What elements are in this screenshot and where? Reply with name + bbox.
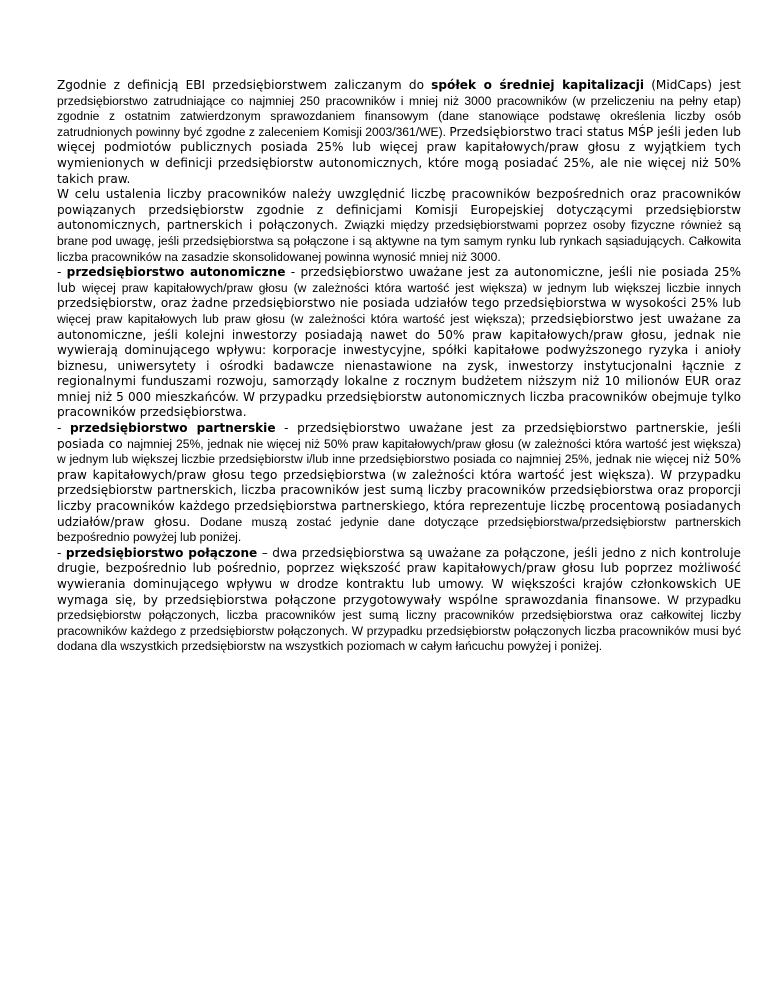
paragraph-employee-count	[57, 187, 741, 265]
text-run: Dodane muszą zostać jedynie dane dotyczące przedsiębiorstwa/przedsiębiorstw partnerskich bezpośrednio powyżej lub poniżej.	[57, 514, 741, 545]
text-run: – dwa przedsiębiorstwa są uważane za połączone, jeśli jedno z nich kontroluje drugie, bezpośrednio lub pośrednio, poprzez większość praw kapitałowych/praw głosu lub poprzez możliwość wywierania dominującego wpływu w drodze kontraktu lub umowy.	[57, 545, 741, 591]
list-dash: -	[57, 265, 67, 280]
bold-term-linked: przedsiębiorstwo połączone	[65, 545, 258, 560]
text-run: - przedsiębiorstwo uważane jest za autonomiczne, jeśli nie posiada 25% lub	[57, 265, 741, 295]
list-dash: -	[57, 421, 70, 436]
text-run: Zgodnie z definicją EBI przedsiębiorstwem zaliczanym do	[57, 78, 432, 92]
bold-term-autonomous: przedsiębiorstwo autonomiczne	[66, 265, 286, 280]
bold-term-midcaps: spółek o średniej kapitalizacji	[431, 78, 645, 92]
paragraph-midcaps-definition	[57, 78, 741, 187]
text-run: przedsiębiorstw, oraz żadne przedsiębiorstwo nie posiada udziałów tego przedsiębiorstwa w wysokości 25% lub	[57, 296, 741, 311]
document-body	[57, 78, 741, 655]
paragraph-linked	[57, 546, 741, 655]
text-run: więcej praw kapitałowych/praw głosu (w zależności która wartość jest większa) w jednym lub większej liczbie innych	[82, 280, 741, 295]
text-run: W większości krajów członkowskich UE wymaga się, by przedsiębiorstwa połączone przygotowywały wspólne sprawozdania finansowe.	[57, 577, 741, 607]
paragraph-partner	[57, 421, 741, 546]
text-run: (MidCaps) jest	[644, 78, 741, 92]
text-run: - przedsiębiorstwo uważane jest za przedsiębiorstwo partnerskie, jeśli posiada co	[57, 421, 741, 451]
text-run: Związki między przedsiębiorstwami poprzez osoby fizyczne również są brane pod uwagę, jeśli przedsiębiorstwa są połączone i są aktywne na tym samym rynku lub rynkach sąsiadujących. Całkowita liczba pracowników na zasadzie skonsolidowanej powinna wynosić mniej niż 3000.	[57, 218, 741, 264]
paragraph-autonomous	[57, 265, 741, 421]
text-run: przedsiębiorstwo zatrudniające co najmniej 250 pracowników i mniej niż 3000 pracowników (w przeliczeniu na pełny etap) zgodnie z ostatnim zatwierdzonym sprawozdaniem finansowym (dane stanowiące podstawę określenia liczby osób zatrudnionych powinny być zgodne z zaleceniem Komisji 2003/361/WE).	[57, 93, 741, 139]
list-dash: -	[57, 545, 66, 560]
text-run: więcej praw kapitałowych lub praw głosu (w zależności która wartość jest większa);	[57, 311, 531, 326]
text-run: Przedsiębiorstwo traci status MŚP jeśli jeden lub więcej podmiotów publicznych posiada 25% lub więcej praw kapitałowych/praw głosu z wyjątkiem tych wymienionych w definicji przedsiębiorstw autonomicznych, które mogą posiadać 25%, ale nie więcej niż 50% takich praw.	[57, 124, 741, 186]
text-run: W celu ustalenia liczby pracowników należy uwzględnić liczbę pracowników bezpośrednich oraz pracowników powiązanych przedsiębiorstw zgodnie z definicjami Komisji Europejskiej dotyczącymi przedsiębiorstw autonomicznych, partnerskich i połączonych.	[57, 187, 741, 233]
bold-term-partner: przedsiębiorstwo partnerskie	[70, 421, 276, 436]
text-run: W przypadku przedsiębiorstw połączonych, liczba pracowników jest sumą liczny pracowników przedsiębiorstwa oraz całkowitej liczby pracowników każdego z przedsiębiorstw połączonych. W przypadku przedsiębiorstw połączonych liczba pracowników musi być dodana dla wszystkich przedsiębiorstw na wszystkich poziomach w całym łańcuchu powyżej i poniżej.	[57, 592, 741, 654]
text-run: niż 50% praw kapitałowych/praw głosu tego przedsiębiorstwa (w zależności która wartość jest większa). W przypadku przedsiębiorstw partnerskich, liczba pracowników jest sumą liczby pracowników przedsiębiorstwa oraz proporcji liczby pracowników każdego przedsiębiorstwa partnerskiego, która reprezentuje liczbę procentową posiadanych udziałów/praw głosu.	[57, 452, 741, 529]
text-run: najmniej 25%, jednak nie więcej niż 50% praw kapitałowych/praw głosu (w zależności która wartość jest większa) w jednym lub większej liczbie przedsiębiorstw i/lub inne przedsiębiorstwo posiada co najmniej 25%, jednak nie więcej	[57, 436, 741, 467]
text-run: przedsiębiorstwo jest uważane za autonomiczne, jeśli kolejni inwestorzy posiadają nawet do 50% praw kapitałowych/praw głosu, jednak nie wywierają dominującego wpływu: korporacje inwestycyjne, spółki kapitałowe podwyższonego ryzyka i anioły biznesu, uniwersytety i ośrodki badawcze nienastawione na zysk, inwestorzy instytucjonalni łącznie z regionalnymi funduszami rozwoju, samorządy lokalne z rocznym budżetem niższym niż 10 milionów EUR oraz mniej niż 5 000 mieszkańców. W przypadku przedsiębiorstw autonomicznych liczba pracowników obejmuje tylko pracowników przedsiębiorstwa.	[57, 311, 741, 420]
